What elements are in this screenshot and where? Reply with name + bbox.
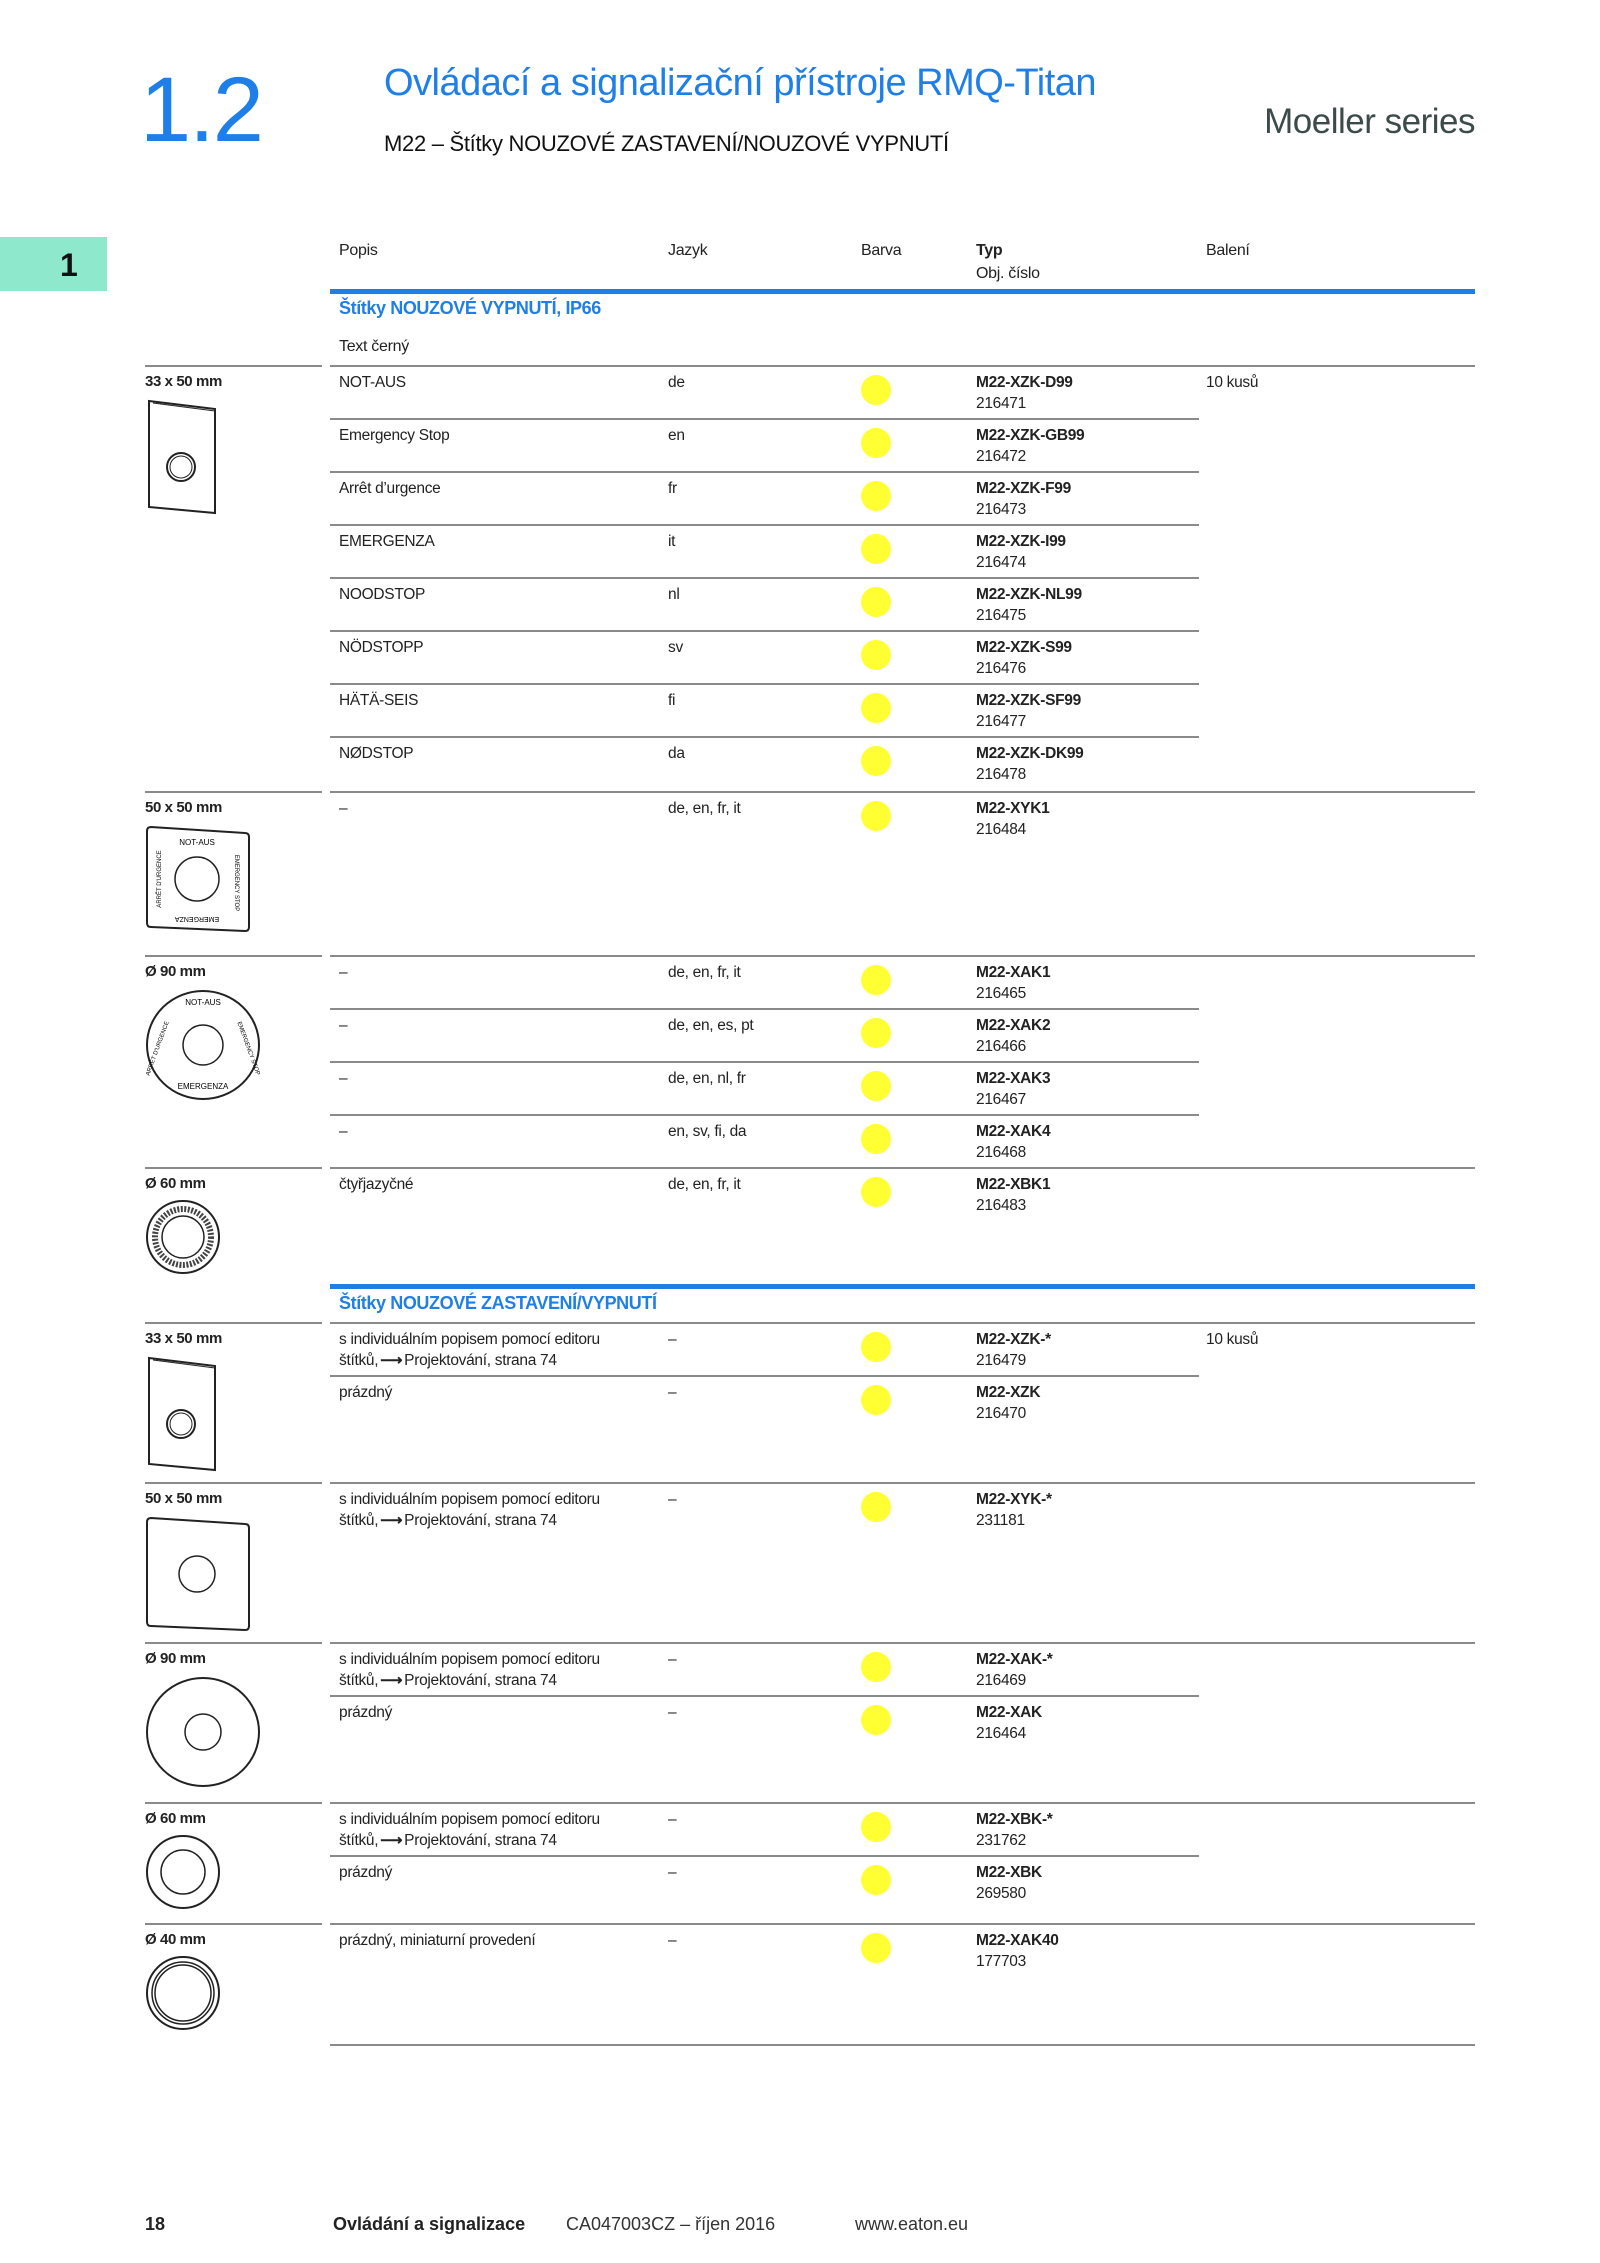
group-label-cell bbox=[145, 1642, 322, 1804]
cell-popis bbox=[339, 798, 659, 819]
chapter-number: 1.2 bbox=[140, 59, 262, 161]
label-round-90-icon bbox=[145, 1674, 265, 1799]
cell-jazyk: – bbox=[668, 1651, 677, 1668]
cell-popis bbox=[339, 1862, 659, 1883]
description-text: s individuálním popisem pomocí editoru bbox=[339, 1491, 600, 1508]
cell-baleni: 10 kusů bbox=[1206, 1331, 1259, 1348]
column-header-popis: Popis bbox=[339, 242, 378, 259]
column-header-obj: Obj. číslo bbox=[976, 265, 1040, 282]
cell-popis bbox=[339, 1329, 659, 1371]
cell-popis bbox=[339, 637, 659, 658]
description-text-2: štítků, bbox=[339, 1672, 379, 1689]
order-number: 216467 bbox=[976, 1091, 1026, 1108]
table-row bbox=[330, 420, 1475, 473]
cell-jazyk: en bbox=[668, 427, 685, 444]
chapter-tab-label: 1 bbox=[60, 247, 78, 283]
type-code: M22-XZK-* bbox=[976, 1331, 1051, 1348]
order-number: 216471 bbox=[976, 395, 1026, 412]
cell-jazyk: fr bbox=[668, 480, 677, 497]
column-header-jazyk: Jazyk bbox=[668, 242, 708, 259]
description-text: prázdný bbox=[339, 1704, 393, 1721]
type-code: M22-XZK-GB99 bbox=[976, 427, 1085, 444]
description-text: s individuálním popisem pomocí editoru bbox=[339, 1811, 600, 1828]
description-text-2: štítků, bbox=[339, 1512, 379, 1529]
color-swatch-yellow bbox=[861, 481, 891, 511]
color-swatch-yellow bbox=[861, 801, 891, 831]
label-size: 50 x 50 mm bbox=[145, 799, 222, 816]
cell-typ bbox=[976, 584, 1082, 626]
description-text: NÖDSTOPP bbox=[339, 639, 424, 656]
type-code: M22-XZK bbox=[976, 1384, 1041, 1401]
cell-typ bbox=[976, 478, 1071, 520]
order-number: 216464 bbox=[976, 1725, 1026, 1742]
color-swatch-yellow bbox=[861, 587, 891, 617]
table-row bbox=[330, 632, 1475, 685]
cell-jazyk: – bbox=[668, 1864, 677, 1881]
cell-popis bbox=[339, 962, 659, 983]
series-label: Moeller series bbox=[1264, 102, 1475, 141]
group-rows bbox=[330, 1167, 1475, 1288]
cell-typ bbox=[976, 1809, 1053, 1851]
cell-typ bbox=[976, 1649, 1053, 1691]
type-code: M22-XBK bbox=[976, 1864, 1042, 1881]
color-swatch-yellow bbox=[861, 1332, 891, 1362]
color-swatch-yellow bbox=[861, 1492, 891, 1522]
product-group bbox=[145, 365, 1475, 791]
order-number: 216477 bbox=[976, 713, 1026, 730]
label-square-50x50-text-icon bbox=[145, 823, 255, 938]
cell-baleni: 10 kusů bbox=[1206, 374, 1259, 391]
column-header-barva: Barva bbox=[861, 242, 902, 259]
order-number: 216472 bbox=[976, 448, 1026, 465]
type-code: M22-XYK-* bbox=[976, 1491, 1052, 1508]
section-divider bbox=[330, 289, 1475, 294]
label-square-50x50-icon bbox=[145, 1514, 255, 1639]
cell-typ bbox=[976, 798, 1049, 840]
order-number: 231181 bbox=[976, 1512, 1025, 1529]
cell-typ bbox=[976, 1382, 1040, 1424]
group-rows bbox=[330, 1482, 1475, 1644]
type-code: M22-XAK1 bbox=[976, 964, 1051, 981]
label-size: 33 x 50 mm bbox=[145, 1330, 222, 1347]
svg-text:EMERGENCY STOP: EMERGENCY STOP bbox=[235, 1021, 261, 1077]
color-swatch-yellow bbox=[861, 693, 891, 723]
cell-popis bbox=[339, 478, 659, 499]
color-swatch-yellow bbox=[861, 1812, 891, 1842]
section-divider bbox=[330, 1284, 1475, 1289]
cell-popis bbox=[339, 425, 659, 446]
cell-jazyk: da bbox=[668, 745, 685, 762]
table-row bbox=[330, 473, 1475, 526]
color-swatch-yellow bbox=[861, 1071, 891, 1101]
reference-link[interactable]: Projektování, strana 74 bbox=[404, 1512, 557, 1529]
description-text: EMERGENZA bbox=[339, 533, 435, 550]
arrow-right-icon: ⟶ bbox=[380, 1672, 403, 1689]
cell-typ bbox=[976, 1489, 1052, 1531]
order-number: 216478 bbox=[976, 766, 1026, 783]
description-text: – bbox=[339, 1070, 348, 1087]
group-rows bbox=[330, 955, 1475, 1169]
cell-typ bbox=[976, 1862, 1042, 1904]
description-text: Emergency Stop bbox=[339, 427, 450, 444]
product-group bbox=[145, 1802, 1475, 1923]
cell-typ bbox=[976, 1329, 1051, 1371]
cell-typ bbox=[976, 425, 1084, 467]
table-bottom-divider bbox=[330, 2044, 1475, 2046]
cell-jazyk: de, en, es, pt bbox=[668, 1017, 754, 1034]
cell-popis bbox=[339, 372, 659, 393]
cell-jazyk: de, en, fr, it bbox=[668, 1176, 741, 1193]
page-subtitle: M22 – Štítky NOUZOVÉ ZASTAVENÍ/NOUZOVÉ VYPNUTÍ bbox=[384, 131, 949, 156]
description-text: s individuálním popisem pomocí editoru bbox=[339, 1651, 600, 1668]
cell-typ bbox=[976, 1174, 1050, 1216]
arrow-right-icon: ⟶ bbox=[380, 1832, 403, 1849]
footer-url[interactable]: www.eaton.eu bbox=[855, 2214, 969, 2234]
type-code: M22-XZK-SF99 bbox=[976, 692, 1081, 709]
table-row bbox=[330, 793, 1475, 846]
cell-jazyk: de, en, fr, it bbox=[668, 964, 741, 981]
table-row bbox=[330, 1697, 1475, 1750]
description-text: NOODSTOP bbox=[339, 586, 426, 603]
table-row bbox=[330, 526, 1475, 579]
table-row bbox=[330, 685, 1475, 738]
product-group bbox=[145, 1482, 1475, 1642]
type-code: M22-XYK1 bbox=[976, 800, 1050, 817]
cell-popis bbox=[339, 1174, 659, 1195]
color-swatch-yellow bbox=[861, 428, 891, 458]
cell-popis bbox=[339, 584, 659, 605]
order-number: 216473 bbox=[976, 501, 1026, 518]
cell-jazyk: de bbox=[668, 374, 685, 391]
type-code: M22-XZK-F99 bbox=[976, 480, 1071, 497]
order-number: 216475 bbox=[976, 607, 1026, 624]
group-label-cell bbox=[145, 1802, 322, 1925]
chapter-tab[interactable] bbox=[0, 237, 107, 291]
cell-popis bbox=[339, 1068, 659, 1089]
group-rows bbox=[330, 791, 1475, 957]
description-text: – bbox=[339, 964, 348, 981]
group-rows bbox=[330, 1802, 1475, 1925]
table-row bbox=[330, 1010, 1475, 1063]
table-row bbox=[330, 738, 1475, 791]
color-swatch-yellow bbox=[861, 1865, 891, 1895]
type-code: M22-XBK-* bbox=[976, 1811, 1053, 1828]
order-number: 269580 bbox=[976, 1885, 1026, 1902]
type-code: M22-XZK-D99 bbox=[976, 374, 1073, 391]
table-row bbox=[330, 1169, 1475, 1222]
product-group bbox=[145, 791, 1475, 955]
order-number: 177703 bbox=[976, 1953, 1026, 1970]
table-row bbox=[330, 1644, 1475, 1697]
cell-jazyk: – bbox=[668, 1932, 677, 1949]
order-number: 216466 bbox=[976, 1038, 1026, 1055]
color-swatch-yellow bbox=[861, 1385, 891, 1415]
cell-typ bbox=[976, 1702, 1042, 1744]
color-swatch-yellow bbox=[861, 534, 891, 564]
table-row bbox=[330, 1324, 1475, 1377]
svg-text:NOT-AUS: NOT-AUS bbox=[179, 838, 215, 847]
color-swatch-yellow bbox=[861, 375, 891, 405]
color-swatch-yellow bbox=[861, 1705, 891, 1735]
order-number: 216465 bbox=[976, 985, 1026, 1002]
order-number: 216479 bbox=[976, 1352, 1026, 1369]
section-title: Štítky NOUZOVÉ ZASTAVENÍ/VYPNUTÍ bbox=[339, 1293, 657, 1313]
arrow-right-icon: ⟶ bbox=[380, 1512, 403, 1529]
table-row bbox=[330, 1857, 1475, 1910]
table-row bbox=[330, 579, 1475, 632]
cell-popis bbox=[339, 531, 659, 552]
type-code: M22-XZK-I99 bbox=[976, 533, 1066, 550]
type-code: M22-XAK40 bbox=[976, 1932, 1059, 1949]
table-row bbox=[330, 1116, 1475, 1169]
order-number: 216470 bbox=[976, 1405, 1026, 1422]
group-label-cell bbox=[145, 1482, 322, 1644]
cell-popis bbox=[339, 1382, 659, 1403]
cell-jazyk: de, en, fr, it bbox=[668, 800, 741, 817]
group-rows bbox=[330, 1322, 1475, 1484]
description-text: prázdný bbox=[339, 1864, 393, 1881]
section-subtitle: Text černý bbox=[339, 338, 409, 355]
color-swatch-yellow bbox=[861, 1177, 891, 1207]
svg-text:NOT-AUS: NOT-AUS bbox=[185, 998, 221, 1007]
type-code: M22-XAK2 bbox=[976, 1017, 1051, 1034]
cell-jazyk: nl bbox=[668, 586, 680, 603]
svg-text:EMERGENZA: EMERGENZA bbox=[177, 1082, 229, 1091]
color-swatch-yellow bbox=[861, 1018, 891, 1048]
group-label-cell bbox=[145, 1923, 322, 2047]
table-row bbox=[330, 1063, 1475, 1116]
label-size: Ø 40 mm bbox=[145, 1931, 206, 1948]
group-rows bbox=[330, 365, 1475, 793]
reference-link[interactable]: Projektování, strana 74 bbox=[404, 1352, 557, 1369]
group-label-cell bbox=[145, 365, 322, 793]
cell-typ bbox=[976, 743, 1084, 785]
group-label-cell bbox=[145, 791, 322, 957]
table-row bbox=[330, 1484, 1475, 1537]
label-round-60-text-icon bbox=[145, 1199, 225, 1284]
description-text: – bbox=[339, 1017, 348, 1034]
group-rows bbox=[330, 1923, 1475, 2047]
label-round-60-icon bbox=[145, 1834, 225, 1919]
cell-jazyk: – bbox=[668, 1491, 677, 1508]
color-swatch-yellow bbox=[861, 965, 891, 995]
cell-jazyk: sv bbox=[668, 639, 683, 656]
cell-jazyk: – bbox=[668, 1384, 677, 1401]
page-number: 18 bbox=[145, 2214, 166, 2234]
product-group bbox=[145, 955, 1475, 1167]
cell-popis bbox=[339, 743, 659, 764]
cell-jazyk: – bbox=[668, 1811, 677, 1828]
table-row bbox=[330, 1804, 1475, 1857]
product-group bbox=[145, 1167, 1475, 1286]
cell-jazyk: – bbox=[668, 1704, 677, 1721]
table-row bbox=[330, 1925, 1475, 1978]
group-label-cell bbox=[145, 955, 322, 1169]
order-number: 216476 bbox=[976, 660, 1026, 677]
cell-popis bbox=[339, 690, 659, 711]
product-group bbox=[145, 1322, 1475, 1482]
cell-typ bbox=[976, 1068, 1050, 1110]
description-text: prázdný bbox=[339, 1384, 393, 1401]
cell-jazyk: it bbox=[668, 533, 676, 550]
table-row bbox=[330, 367, 1475, 420]
page-title: Ovládací a signalizační přístroje RMQ-Titan bbox=[384, 62, 1097, 104]
order-number: 216468 bbox=[976, 1144, 1026, 1161]
footer-catalog-code: CA047003CZ – říjen 2016 bbox=[566, 2214, 776, 2234]
column-header-typ: Typ bbox=[976, 242, 1003, 259]
arrow-right-icon: ⟶ bbox=[380, 1352, 403, 1369]
type-code: M22-XAK-* bbox=[976, 1651, 1053, 1668]
svg-text:ARRÊT D'URGENCE: ARRÊT D'URGENCE bbox=[145, 1020, 171, 1077]
color-swatch-yellow bbox=[861, 1124, 891, 1154]
label-round-90-text-icon bbox=[145, 987, 265, 1112]
description-text: – bbox=[339, 800, 348, 817]
table-row bbox=[330, 1377, 1475, 1430]
product-group bbox=[145, 1923, 1475, 2045]
label-size: Ø 90 mm bbox=[145, 1650, 206, 1667]
reference-link[interactable]: Projektování, strana 74 bbox=[404, 1672, 557, 1689]
color-swatch-yellow bbox=[861, 640, 891, 670]
cell-popis bbox=[339, 1649, 659, 1691]
label-size: 33 x 50 mm bbox=[145, 373, 222, 390]
description-text: prázdný, miniaturní provedení bbox=[339, 1932, 536, 1949]
description-text: – bbox=[339, 1123, 348, 1140]
label-rect-33x50-icon bbox=[145, 1354, 221, 1479]
footer-catalog-name: Ovládání a signalizace bbox=[333, 2214, 526, 2234]
column-header-baleni: Balení bbox=[1206, 242, 1250, 259]
table-row bbox=[330, 957, 1475, 1010]
cell-popis bbox=[339, 1930, 659, 1951]
type-code: M22-XAK4 bbox=[976, 1123, 1051, 1140]
svg-text:ARRÊT D'URGENCE: ARRÊT D'URGENCE bbox=[157, 850, 163, 908]
description-text: NØDSTOP bbox=[339, 745, 414, 762]
group-label-cell bbox=[145, 1322, 322, 1484]
cell-typ bbox=[976, 1121, 1050, 1163]
order-number: 216469 bbox=[976, 1672, 1026, 1689]
group-rows bbox=[330, 1642, 1475, 1804]
cell-typ bbox=[976, 637, 1072, 679]
color-swatch-yellow bbox=[861, 1652, 891, 1682]
order-number: 231762 bbox=[976, 1832, 1026, 1849]
cell-typ bbox=[976, 1015, 1050, 1057]
label-round-40-icon bbox=[145, 1955, 225, 2040]
cell-jazyk: fi bbox=[668, 692, 676, 709]
cell-popis bbox=[339, 1121, 659, 1142]
group-label-cell bbox=[145, 1167, 322, 1288]
cell-typ bbox=[976, 531, 1066, 573]
order-number: 216483 bbox=[976, 1197, 1026, 1214]
description-text-2: štítků, bbox=[339, 1352, 379, 1369]
svg-text:EMERGENZA: EMERGENZA bbox=[174, 915, 220, 922]
type-code: M22-XBK1 bbox=[976, 1176, 1051, 1193]
label-rect-33x50-icon bbox=[145, 397, 221, 522]
label-size: Ø 90 mm bbox=[145, 963, 206, 980]
product-group bbox=[145, 1642, 1475, 1802]
label-size: Ø 60 mm bbox=[145, 1810, 206, 1827]
color-swatch-yellow bbox=[861, 746, 891, 776]
cell-typ bbox=[976, 690, 1081, 732]
section-title: Štítky NOUZOVÉ VYPNUTÍ, IP66 bbox=[339, 298, 601, 318]
description-text: NOT-AUS bbox=[339, 374, 406, 391]
cell-typ bbox=[976, 372, 1073, 414]
type-code: M22-XZK-DK99 bbox=[976, 745, 1084, 762]
label-size: Ø 60 mm bbox=[145, 1175, 206, 1192]
cell-jazyk: de, en, nl, fr bbox=[668, 1070, 746, 1087]
type-code: M22-XAK bbox=[976, 1704, 1042, 1721]
order-number: 216474 bbox=[976, 554, 1026, 571]
description-text: čtyřjazyčné bbox=[339, 1176, 414, 1193]
type-code: M22-XAK3 bbox=[976, 1070, 1051, 1087]
description-text: HÄTÄ-SEIS bbox=[339, 692, 419, 709]
cell-jazyk: – bbox=[668, 1331, 677, 1348]
type-code: M22-XZK-NL99 bbox=[976, 586, 1082, 603]
cell-jazyk: en, sv, fi, da bbox=[668, 1123, 747, 1140]
description-text: s individuálním popisem pomocí editoru bbox=[339, 1331, 600, 1348]
cell-typ bbox=[976, 962, 1050, 1004]
color-swatch-yellow bbox=[861, 1933, 891, 1963]
type-code: M22-XZK-S99 bbox=[976, 639, 1072, 656]
cell-popis bbox=[339, 1489, 659, 1531]
order-number: 216484 bbox=[976, 821, 1026, 838]
cell-popis bbox=[339, 1015, 659, 1036]
description-text-2: štítků, bbox=[339, 1832, 379, 1849]
label-size: 50 x 50 mm bbox=[145, 1490, 222, 1507]
cell-typ bbox=[976, 1930, 1059, 1972]
description-text: Arrêt d’urgence bbox=[339, 480, 441, 497]
svg-text:EMERGENCY STOP: EMERGENCY STOP bbox=[233, 854, 239, 912]
cell-popis bbox=[339, 1809, 659, 1851]
reference-link[interactable]: Projektování, strana 74 bbox=[404, 1832, 557, 1849]
cell-popis bbox=[339, 1702, 659, 1723]
